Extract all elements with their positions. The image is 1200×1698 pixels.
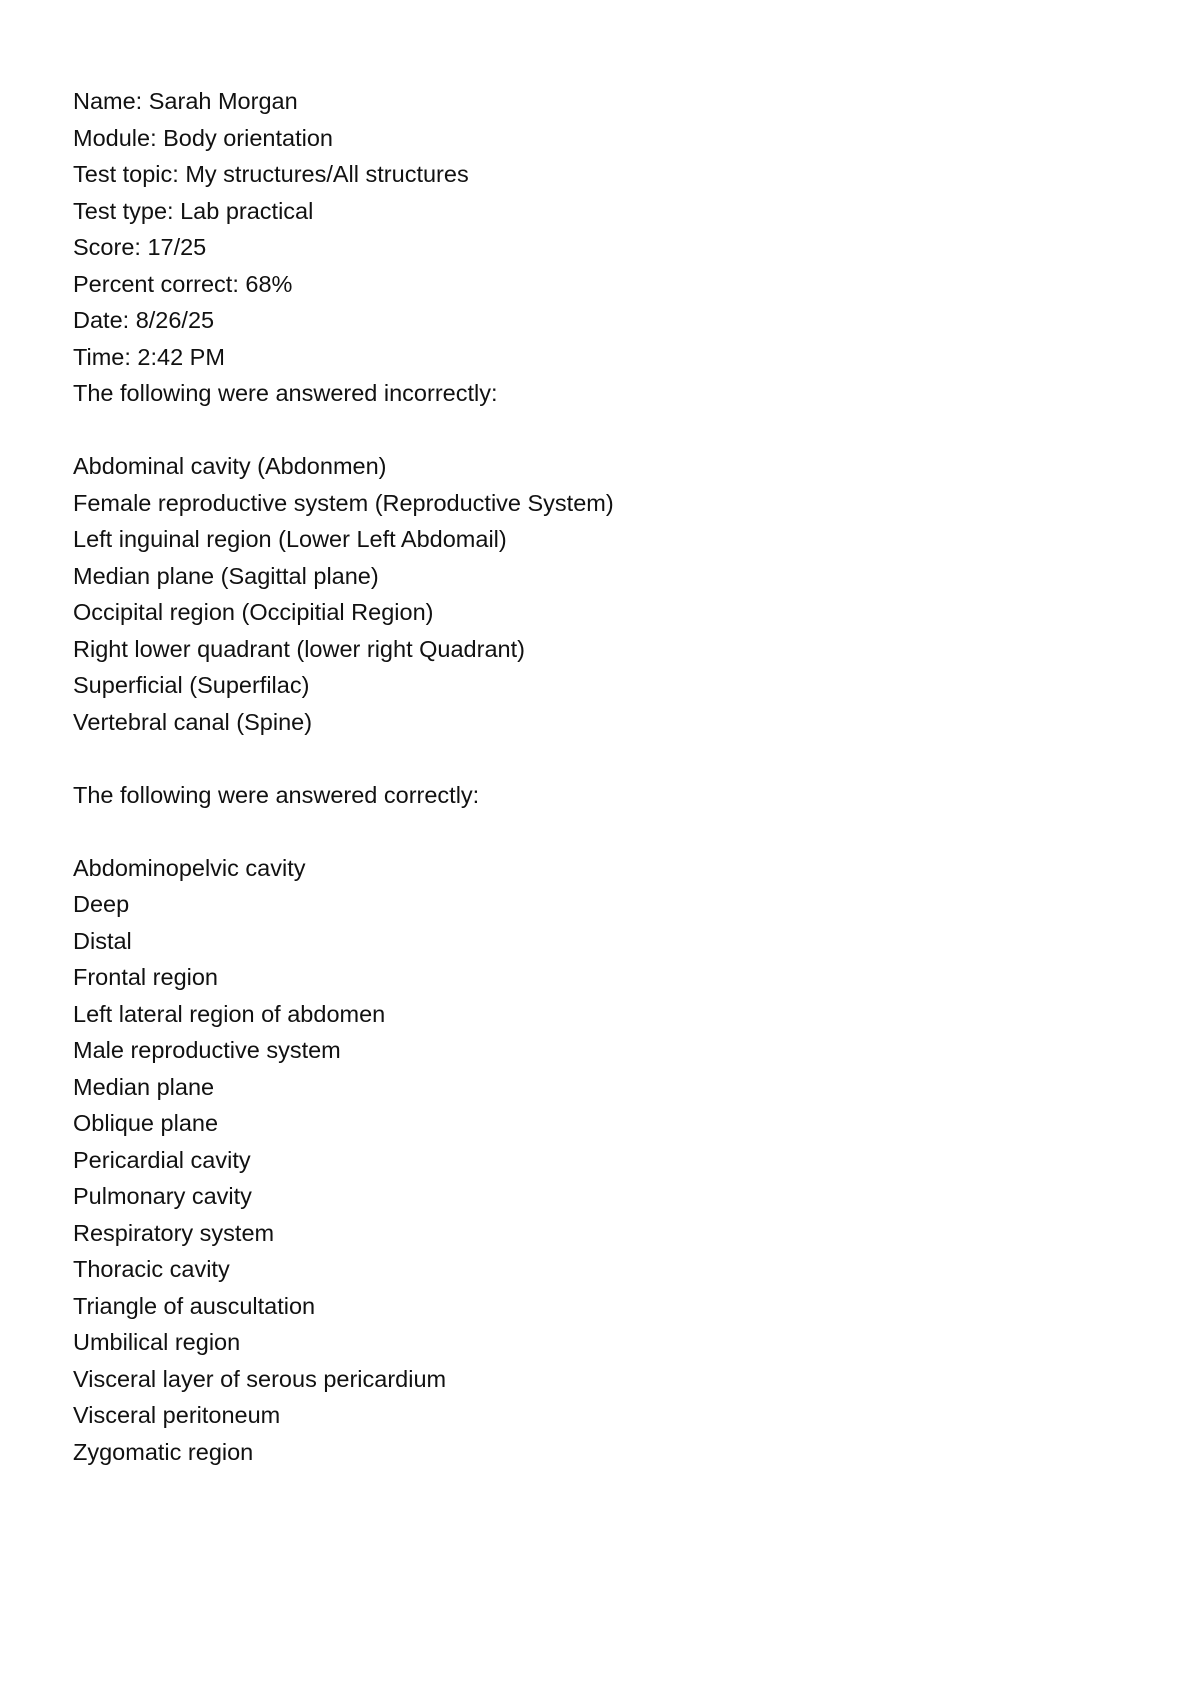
correct-item: Deep: [73, 891, 130, 917]
test-results-document: [73, 83, 1133, 1470]
correct-item: Visceral peritoneum: [73, 1402, 281, 1428]
results-header: [73, 83, 1133, 375]
correct-item: Left lateral region of abdomen: [73, 1000, 386, 1027]
correct-section: [73, 777, 1133, 1471]
percent-correct: Percent correct: 68%: [73, 270, 293, 297]
correct-item: Pulmonary cavity: [73, 1183, 252, 1209]
test-type: Test type: Lab practical: [73, 197, 314, 224]
incorrect-item: Vertebral canal (Spine): [73, 708, 313, 735]
test-topic: Test topic: My structures/All structures: [73, 161, 469, 187]
correct-item: Respiratory system: [73, 1219, 275, 1246]
spacer: [73, 740, 1133, 777]
incorrect-item: Median plane (Sagittal plane): [73, 562, 379, 589]
correct-item: Thoracic cavity: [73, 1256, 230, 1282]
test-date: Date: 8/26/25: [73, 307, 215, 333]
correct-list: [73, 850, 1133, 1471]
correct-item: Oblique plane: [73, 1110, 219, 1136]
incorrect-item: Abdominal cavity (Abdonmen): [73, 453, 387, 479]
incorrect-heading: The following were answered incorrectly:: [73, 380, 498, 406]
correct-item: Pericardial cavity: [73, 1146, 251, 1173]
incorrect-item: Occipital region (Occipitial Region): [73, 599, 434, 625]
correct-item: Median plane: [73, 1073, 215, 1100]
correct-heading: The following were answered correctly:: [73, 781, 480, 808]
incorrect-item: Right lower quadrant (lower right Quadrant): [73, 635, 525, 662]
incorrect-section: [73, 375, 1133, 777]
correct-item: Triangle of auscultation: [73, 1292, 316, 1319]
spacer: [73, 813, 1133, 850]
incorrect-item: Left inguinal region (Lower Left Abdomail): [73, 526, 507, 552]
module-name: Module: Body orientation: [73, 124, 333, 151]
test-time: Time: 2:42 PM: [73, 343, 225, 370]
spacer: [73, 412, 1133, 449]
incorrect-item: Superficial (Superfilac): [73, 672, 310, 698]
correct-item: Visceral layer of serous pericardium: [73, 1365, 447, 1392]
student-name: Name: Sarah Morgan: [73, 88, 298, 114]
correct-item: Male reproductive system: [73, 1037, 341, 1063]
incorrect-list: [73, 448, 1133, 740]
incorrect-item: Female reproductive system (Reproductive System): [73, 489, 614, 516]
correct-item: Zygomatic region: [73, 1438, 254, 1465]
score: Score: 17/25: [73, 234, 207, 260]
correct-item: Abdominopelvic cavity: [73, 854, 306, 881]
correct-item: Distal: [73, 927, 132, 954]
correct-item: Umbilical region: [73, 1329, 241, 1355]
correct-item: Frontal region: [73, 964, 218, 990]
